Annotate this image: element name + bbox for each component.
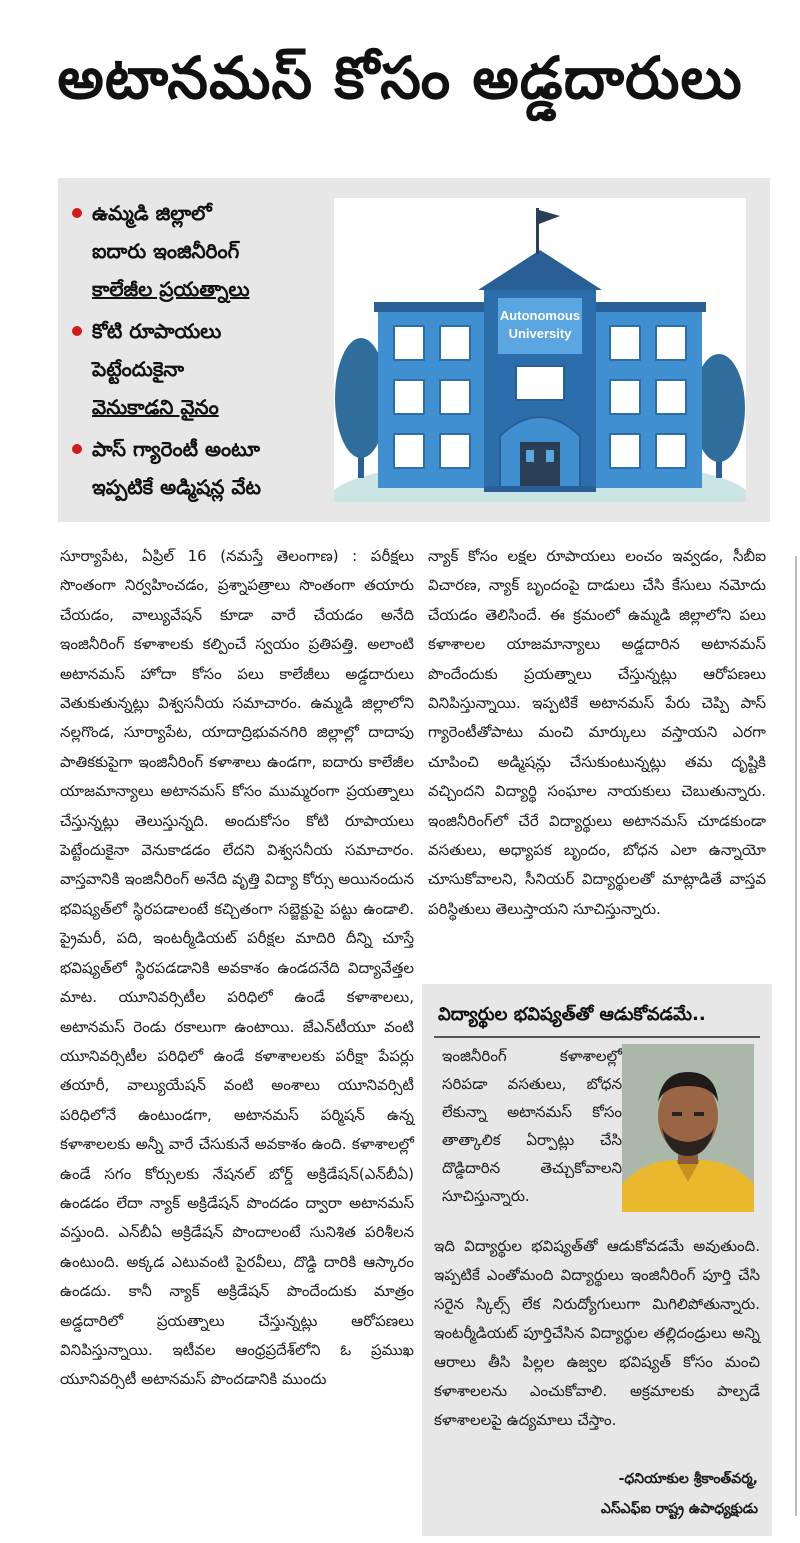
headline-banner <box>0 0 800 170</box>
highlight-list <box>70 194 330 510</box>
bullet-dot-icon <box>72 444 82 454</box>
sign-line-2: University <box>508 326 572 341</box>
steps <box>484 486 596 492</box>
signature-role: ఎస్‌ఎఫ్‌ఐ రాష్ట్ర ఉపాధ్యక్షుడు <box>600 1501 758 1517</box>
person-photo <box>622 1044 754 1212</box>
flagpole <box>536 208 539 254</box>
highlight-line: కోటి రూపాయలు <box>92 319 222 343</box>
column-divider <box>795 556 797 1516</box>
headline: అటానమస్‌ కోసం అడ్డదారులు <box>57 43 743 112</box>
signature <box>601 1464 758 1524</box>
sidebar-text: ఇది విద్యార్థుల భవిష్యత్‌తో ఆడుకోవడమే అవుతుంది. ఇప్పటికే ఎంతోమంది విద్యార్థులు ఇంజినీరింగ్‌ పూర్తి చేసి సరైన స్కిల్స్‌ లేక నిరుద్యోగులుగా మిగిలిపోతున్నారు. ఇంటర్మీడియట్‌ పూర్తిచేసిన విద్యార్థుల తల్లిదండ్రులు అన్ని ఆరాలు తీసి పిల్లల ఉజ్వల భవిష్యత్‌ కోసం మంచి కళాశాలలను ఎంచుకోవాలి. అక్రమాలకు పాల్పడే కళాశాలలపై ఉద్యమాలు చేస్తాం. <box>434 1237 760 1429</box>
sidebar-title: విద్యార్థుల భవిష్యత్‌తో ఆడుకోవడమే.. <box>438 1004 706 1025</box>
article-column-left <box>60 542 414 1395</box>
article-paragraph: సూర్యాపేట, ఏప్రిల్‌ 16 (నమస్తే తెలంగాణ) : పరీక్షలు సొంతంగా నిర్వహించడం, ప్రశ్నాపత్రాలు సొంతంగా తయారు చేయడం, వాల్యువేషన్‌ కూడా వారే చేయడం అనేది ఇంజినీరింగ్‌ కళాశాలకు కల్పించే స్వయం ప్రతిపత్తి. అలాంటి అటానమస్‌ హోదా కోసం పలు కాలేజీలు అడ్డదారులు వెతుకుతున్నట్లు విశ్వసనీయ సమాచారం. ఉమ్మడి జిల్లాలోని నల్లగొండ, సూర్యాపేట, యాదాద్రిభువనగిరి జిల్లాల్లో దాదాపు పాతికకుపైగా ఇంజినీరింగ్‌ కళాశాలు ఉండగా, ఐదారు కాలేజీల యాజమాన్యాలు అటానమస్‌ కోసం ముమ్మరంగా ప్రయత్నాలు చేస్తున్నట్లు తెలుస్తున్నది. అందుకోసం కోటి రూపాయలు పెట్టేందుకైనా వెనుకాడడం లేదని విశ్వసనీయ సమాచారం. వాస్తవానికి ఇంజినీరింగ్‌ అనేది వృత్తి విద్యా కోర్సు అయినందున భవిష్యత్‌లో స్థిరపడాలంటే కచ్చితంగా సబ్జెక్టుపై పట్టు ఉండాలి. ప్రైమరీ, పది, ఇంటర్మీడియట్‌ పరీక్షల మాదిరి దీన్ని చూస్తే భవిష్యత్‌లో స్థిరపడడానికి అవకాశం ఉండదనేది విద్యావేత్తల మాట. యూనివర్సిటీల పరిధిలో ఉండే కళాశాలలు, అటానమస్‌ రెండు రకాలుగా ఉంటాయి. జేఎన్‌టీయూ వంటి యూనివర్సిటీల పరిధిలో ఉండే కళాశాలలకు పరీక్షా పేపర్లు తయారీ, వాల్యుయేషన్‌ వంటి అంశాలు యూనివర్సిటీ పరిధిలోనే ఉంటుండగా, అటానమస్‌ పర్మిషన్‌ ఉన్న కళాశాలలకు అన్నీ వారే చేసుకునే అవకాశం ఉంది. కళాశాలల్లో ఉండే సగం కోర్సులకు నేషనల్‌ బోర్డ్‌ అక్రిడేషన్‌(ఎన్‌బీఏ) ఉండడం లేదా న్యాక్‌ అక్రిడేషన్‌ పొందడం ద్వారా అటానమస్‌ వస్తుంది. ఎన్‌బీఏ అక్రిడేషన్‌ పొందాలంటే సునిశిత పరిశీలన ఉంటుంది. అక్కడ ఎటువంటి పైరవీలు, దొడ్డి దారికి ఆస్కారం ఉండదు. కానీ న్యాక్‌ అక్రిడేషన్‌ పొందేందుకు మాత్రం అడ్డదారిలో ప్రయత్నాలు చేస్తున్నట్లు ఆరోపణలు వినిపిస్తున్నాయి. ఇటీవల ఆంధ్రప్రదేశ్‌లోని ఓ ప్రముఖ యూనివర్సిటీ అటానమస్‌ పొందడానికి ముందు <box>60 547 414 1389</box>
highlights-box <box>58 178 770 522</box>
highlight-line: పెట్టేందుకైనా <box>92 357 185 381</box>
bullet-dot-icon <box>72 208 82 218</box>
highlight-line: ఐదారు ఇంజినీరింగ్‌ <box>92 239 240 263</box>
sidebar-text: ఇంజినీరింగ్‌ కళాశాలల్లో సరిపడా వసతులు, బోధన లేకున్నా అటానమస్‌ కోసం తాత్కాలిక ఏర్పాట్లు చేసి దొడ్డిదారిన తెచ్చుకోవాలని సూచిస్తున్నారు. <box>442 1047 622 1205</box>
highlight-item <box>70 312 330 426</box>
divider <box>434 1036 760 1038</box>
quote-sidebar <box>422 984 772 1536</box>
article-column-right <box>428 542 766 924</box>
highlight-item <box>70 430 330 506</box>
sign-line-1: Autonomous <box>499 308 581 323</box>
highlight-item <box>70 194 330 308</box>
highlight-line: ఉమ్మడి జిల్లాలో <box>92 201 212 225</box>
person-avatar-icon <box>622 1044 754 1212</box>
university-building-illustration <box>334 198 746 502</box>
bullet-dot-icon <box>72 326 82 336</box>
highlight-line: ఇప్పటికే అడ్మిషన్ల వేట <box>92 475 261 499</box>
highlight-line: పాస్‌ గ్యారెంటీ అంటూ <box>92 437 260 461</box>
highlight-line: వెనుకాడని వైనం <box>92 395 219 419</box>
signature-name: -ధనియాకుల శ్రీకాంత్‌వర్మ, <box>618 1471 758 1487</box>
highlight-line: కాలేజీల ప్రయత్నాలు <box>92 277 250 301</box>
entrance-door <box>520 442 560 488</box>
windows-center <box>516 366 564 400</box>
article-paragraph: న్యాక్‌ కోసం లక్షల రూపాయలు లంచం ఇవ్వడం, సీబీఐ విచారణ, న్యాక్‌ బృందంపై దాడులు చేసి కేసులు నమోదు చేయడం తెలిసిందే. ఈ క్రమంలో ఉమ్మడి జిల్లాలోని పలు కళాశాలల యాజమాన్యాలు అడ్డదారిన అటానమస్‌ పొందేందుకు ప్రయత్నాలు చేస్తున్నట్లు ఆరోపణలు వినిపిస్తున్నాయి. ఇప్పటికే అటానమస్‌ పేరు చెప్పి పాస్‌ గ్యారెంటీతోపాటు మంచి మార్కులు వస్తాయని ఎరగా చూపించి అడ్మిషన్లు చేసుకుంటున్నట్లు తమ దృష్టికి వచ్చిందని విద్యార్థి సంఘాల నాయకులు చెబుతున్నారు. ఇంజినీరింగ్‌లో చేరే విద్యార్థులు అటానమస్‌ చూడకుండా వసతులు, అధ్యాపక బృందం, బోధన ఎలా ఉన్నాయో చూసుకోవాలని, సీనియర్‌ విద్యార్థులతో మాట్లాడితే వాస్తవ పరిస్థితులు తెలుస్తాయని సూచిస్తున్నారు. <box>428 547 766 918</box>
